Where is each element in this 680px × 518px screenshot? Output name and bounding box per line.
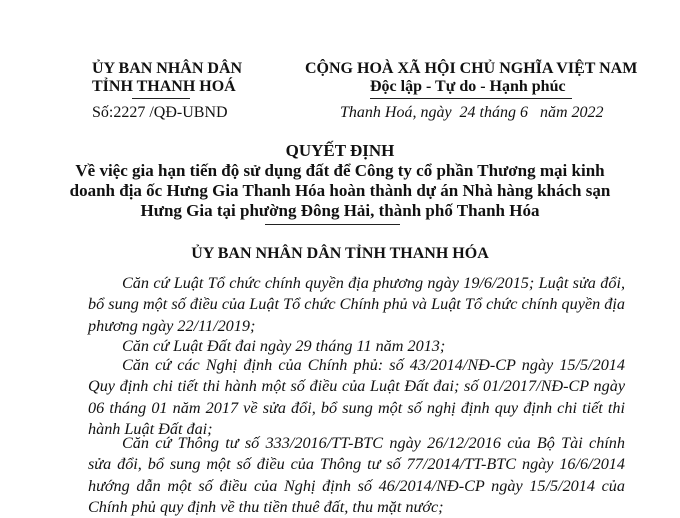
- document-type-title: QUYẾT ĐỊNH: [285, 141, 395, 160]
- document-number: Số:2227 /QĐ-UBND: [92, 104, 228, 121]
- agency-name-line2: TỈNH THANH HOÁ: [92, 78, 236, 95]
- motto-underline: [370, 98, 572, 99]
- issuing-authority: ỦY BAN NHÂN DÂN TỈNH THANH HÓA: [191, 245, 489, 262]
- place-date: Thanh Hoá, ngày 24 tháng 6 năm 2022: [340, 104, 604, 121]
- legal-basis-paragraph: Căn cứ Luật Tổ chức chính quyền địa phương ngày 19/6/2015; Luật sửa đổi, bổ sung một số điều của Luật Tổ chức Chính phủ và Luật Tổ chức chính quyền địa phương ngày 22/11/2019;: [88, 274, 625, 335]
- subject-line-3: Hưng Gia tại phường Đông Hải, thành phố Thanh Hóa: [140, 201, 540, 220]
- title-underline: [265, 224, 400, 225]
- subject-line-2: doanh địa ốc Hưng Gia Thanh Hóa hoàn thành dự án Nhà hàng khách sạn: [69, 181, 611, 200]
- legal-basis-paragraph: Căn cứ các Nghị định của Chính phủ: số 43/2014/NĐ-CP ngày 15/5/2014 Quy định chi tiết thi hành một số điều của Luật Đất đai; số 01/2017/NĐ-CP ngày 06 tháng 01 năm 2017 về sửa đổi, bổ sung một số nghị định quy định chi tiết thi hành Luật Đất đai;: [88, 356, 625, 438]
- legal-basis-paragraph: Căn cứ Thông tư số 333/2016/TT-BTC ngày 26/12/2016 của Bộ Tài chính sửa đổi, bổ sung một số điều của Thông tư số 77/2014/TT-BTC ngày 16/6/2014 hướng dẫn một số điều của Nghị định số 46/2014/NĐ-CP ngày 15/5/2014 của Chính phủ quy định về thu tiền thuê đất, thu mặt nước;: [88, 434, 625, 516]
- subject-line-1: Về việc gia hạn tiến độ sử dụng đất để Công ty cổ phần Thương mại kinh: [75, 161, 605, 180]
- agency-name-line1: ỦY BAN NHÂN DÂN: [92, 60, 243, 77]
- nation-motto: Độc lập - Tự do - Hạnh phúc: [370, 78, 566, 95]
- nation-name: CỘNG HOÀ XÃ HỘI CHỦ NGHĨA VIỆT NAM: [305, 60, 638, 77]
- legal-basis-paragraph: Căn cứ Luật Đất đai ngày 29 tháng 11 năm 2013;: [122, 337, 446, 355]
- agency-underline: [132, 98, 190, 99]
